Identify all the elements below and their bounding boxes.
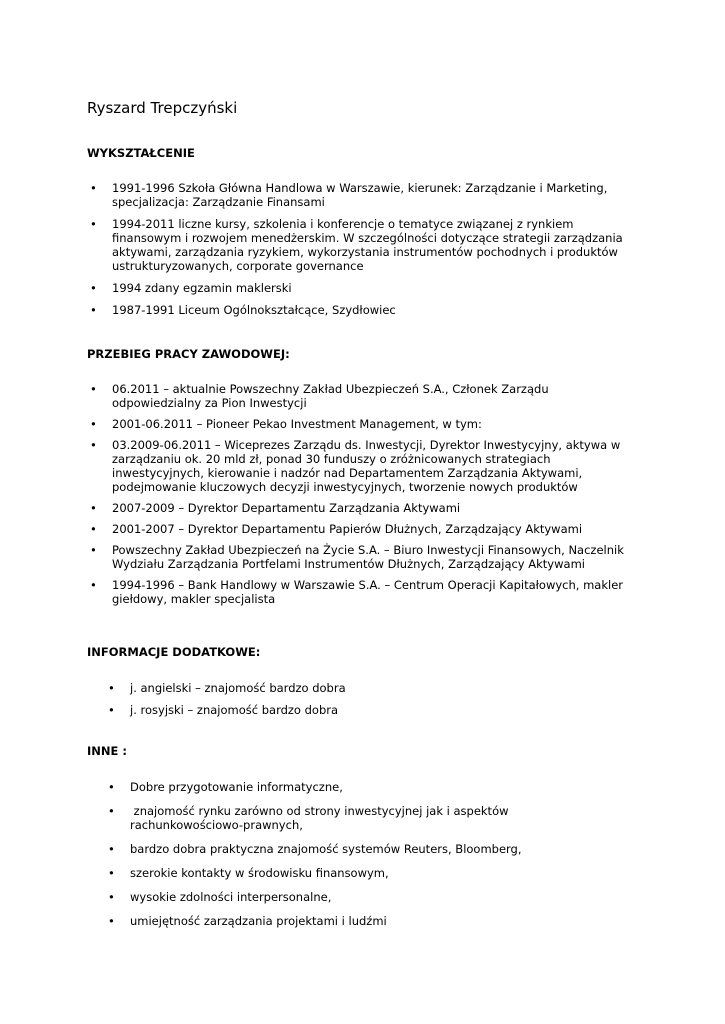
list-item-text: 03.2009-06.2011 – Wiceprezes Zarządu ds. Inwestycji, Dyrektor Inwestycyjny, aktywa w zarządzaniu ok. 20 mld zł, ponad 30 funduszy o zróżnicowanych strategiach inwestycyjnych, kierowanie i nadzór nad Departamentem Zarządzania Aktywami, podejmowanie kluczowych decyzji inwestycyjnych, tworzenie nowych produktów [112,438,621,494]
list-item-text: Dobre przygotowanie informatyczne, [130,780,343,794]
list-item [90,382,632,410]
list-item [90,281,632,295]
bullet-icon: • [108,780,115,794]
bullet-icon: • [108,914,115,928]
list-item [108,681,610,695]
education-list [90,181,632,325]
bullet-icon: • [90,217,97,231]
list-item-text: 1991-1996 Szkoła Główna Handlowa w Warszawie, kierunek: Zarządzanie i Marketing, specjalizacja: Zarządzanie Finansami [112,181,608,209]
list-item [108,890,610,904]
list-item [90,417,632,431]
bullet-icon: • [90,501,97,515]
other-list [108,780,610,938]
bullet-icon: • [90,281,97,295]
list-item-text: Powszechny Zakład Ubezpieczeń na Życie S.A. – Biuro Inwestycji Finansowych, Naczelnik Wydziału Zarządzania Portfelami Instrumentów Dłużnych, Zarządzający Aktywami [112,543,624,571]
list-item [90,543,632,571]
section-heading-education: WYKSZTAŁCENIE [87,146,195,160]
list-item [90,522,632,536]
list-item [90,578,632,606]
bullet-icon: • [108,890,115,904]
list-item [108,866,610,880]
bullet-icon: • [90,578,97,592]
bullet-icon: • [108,681,115,695]
bullet-icon: • [90,522,97,536]
list-item-text: bardzo dobra praktyczna znajomość systemów Reuters, Bloomberg, [130,842,522,856]
bullet-icon: • [108,804,115,818]
section-heading-other: INNE : [87,744,127,758]
list-item-text: 1994-2011 liczne kursy, szkolenia i konferencje o tematyce związanej z rynkiem finansowym i rozwojem menedżerskim. W szczególności dotyczące strategii zarządzania aktywami, zarządzania ryzykiem, wykorzystania instrumentów pochodnych i produktów ustrukturyzowanych, corporate governance [112,217,623,273]
list-item [108,842,610,856]
person-name: Ryszard Trepczyński [87,99,238,117]
work-list [90,382,632,613]
list-item [108,804,610,832]
list-item [90,303,632,317]
bullet-icon: • [108,703,115,717]
bullet-icon: • [90,181,97,195]
list-item [90,181,632,209]
bullet-icon: • [90,303,97,317]
list-item [108,780,610,794]
list-item-text: j. rosyjski – znajomość bardzo dobra [130,703,339,717]
bullet-icon: • [90,543,97,557]
list-item-text: wysokie zdolności interpersonalne, [130,890,332,904]
list-item-text: 1994-1996 – Bank Handlowy w Warszawie S.A. – Centrum Operacji Kapitałowych, makler giełdowy, makler specjalista [112,578,624,606]
list-item-text: znajomość rynku zarówno od strony inwestycyjnej jak i aspektów rachunkowościowo-prawnych, [130,804,513,832]
bullet-icon: • [90,438,97,452]
list-item [90,217,632,273]
bullet-icon: • [90,417,97,431]
list-item [90,501,632,515]
info-list [108,681,610,725]
list-item [108,703,610,717]
bullet-icon: • [90,382,97,396]
list-item-text: 2007-2009 – Dyrektor Departamentu Zarządzania Aktywami [112,501,461,515]
list-item-text: 1994 zdany egzamin maklerski [112,281,292,295]
list-item [90,438,632,494]
list-item-text: szerokie kontakty w środowisku finansowym, [130,866,389,880]
list-item-text: 1987-1991 Liceum Ogólnokształcące, Szydłowiec [112,303,396,317]
bullet-icon: • [108,842,115,856]
list-item-text: j. angielski – znajomość bardzo dobra [130,681,346,695]
list-item-text: 2001-06.2011 – Pioneer Pekao Investment Management, w tym: [112,417,482,431]
list-item-text: 2001-2007 – Dyrektor Departamentu Papierów Dłużnych, Zarządzający Aktywami [112,522,583,536]
list-item [108,914,610,928]
list-item-text: 06.2011 – aktualnie Powszechny Zakład Ubezpieczeń S.A., Członek Zarządu odpowiedzialny za Pion Inwestycji [112,382,549,410]
bullet-icon: • [108,866,115,880]
section-heading-info: INFORMACJE DODATKOWE: [87,645,261,659]
list-item-text: umiejętność zarządzania projektami i ludźmi [130,914,387,928]
section-heading-work: PRZEBIEG PRACY ZAWODOWEJ: [87,347,290,361]
